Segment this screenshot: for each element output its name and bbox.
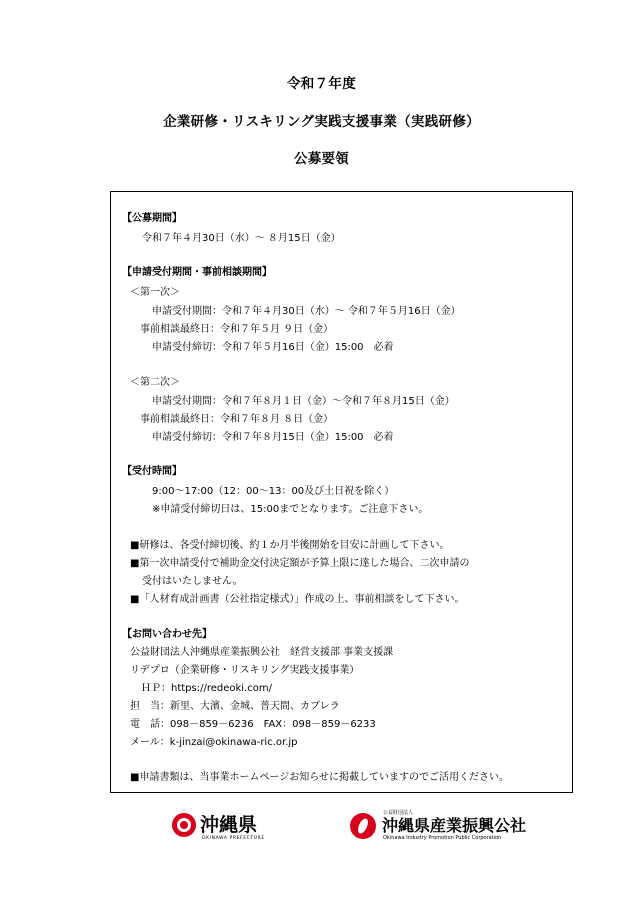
prefecture-emblem-icon <box>172 813 196 837</box>
hours-heading: 【受付時間】 <box>122 466 182 477</box>
org-english-name: Okinawa Industry Promotion Public Corporation <box>383 835 502 841</box>
year-title: 令和７年度 <box>287 76 356 92</box>
okinawa-industry-logo <box>350 810 527 841</box>
project-title: 企業研修・リスキリング実践支援事業（実践研修） <box>163 114 480 130</box>
first-round-label: ＜第一次＞ <box>130 287 180 298</box>
first-consult-last-day: 事前相談最終日：令和７年５月 ９日（金） <box>140 324 334 335</box>
second-accept-period: 申請受付期間：令和７年８月１日（金）～令和７年８月15日（金） <box>152 396 455 407</box>
note-plan: ■「人材育成計画書（公社指定様式）」作成の上、事前相談をして下さい。 <box>130 594 465 605</box>
hours-note: ※申請受付締切日は、15:00までとなります。ご注意下さい。 <box>152 504 429 515</box>
first-accept-period: 申請受付期間：令和７年４月30日（水）～ 令和７年５月16日（金） <box>152 306 461 317</box>
note-schedule: ■研修は、各受付締切後、約１か月半後開始を目安に計画して下さい。 <box>130 540 450 551</box>
contact-email[interactable]: メール：k-jinzai@okinawa-ric.or.jp <box>130 737 298 748</box>
second-round-label: ＜第二次＞ <box>130 377 180 388</box>
period-value: 令和７年４月30日（水）～ ８月15日（金） <box>142 233 341 244</box>
okinawa-prefecture-logo <box>172 813 265 841</box>
footer-note: ■申請書類は、当事業ホームページお知らせに掲載していますのでご活用ください。 <box>130 772 509 783</box>
second-deadline: 申請受付締切：令和７年８月15日（金）15:00 必着 <box>152 432 394 443</box>
contact-program: リデプロ（企業研修・リスキリング実践支援事業） <box>130 665 360 676</box>
prefecture-name: 沖縄県 <box>200 814 258 836</box>
application-heading: 【申請受付期間・事前相談期間】 <box>122 267 272 278</box>
org-type: 公益財団法人 <box>383 810 414 816</box>
period-heading: 【公募期間】 <box>122 213 182 224</box>
first-deadline: 申請受付締切：令和７年５月16日（金）15:00 必着 <box>152 342 394 353</box>
document-title: 公募要領 <box>293 151 350 167</box>
industry-emblem-icon <box>350 813 376 839</box>
hours-value: 9:00～17:00（12：00～13：00及び土日祝を除く） <box>152 486 395 497</box>
contact-heading: 【お問い合わせ先】 <box>122 629 212 640</box>
note-budget: ■第一次申請受付で補助金交付決定額が予算上限に達した場合、二次申請の <box>130 558 470 569</box>
contact-org: 公益財団法人沖縄県産業振興公社 経営支援部 事業支援課 <box>130 647 394 658</box>
note-budget-cont: 受付はいたしません。 <box>142 576 243 587</box>
org-name: 沖縄県産業振興公社 <box>382 816 527 835</box>
contact-homepage[interactable]: ＨＰ：https://redeoki.com/ <box>141 683 272 694</box>
contact-staff: 担 当：新里、大濱、金城、普天間、カブレラ <box>130 701 340 712</box>
contact-phone-fax: 電 話：098－859－6236 FAX：098－859－6233 <box>130 719 376 730</box>
prefecture-sub: OKINAWA PREFECTURE <box>202 836 265 841</box>
second-consult-last-day: 事前相談最終日：令和７年８月 ８日（金） <box>140 414 334 425</box>
